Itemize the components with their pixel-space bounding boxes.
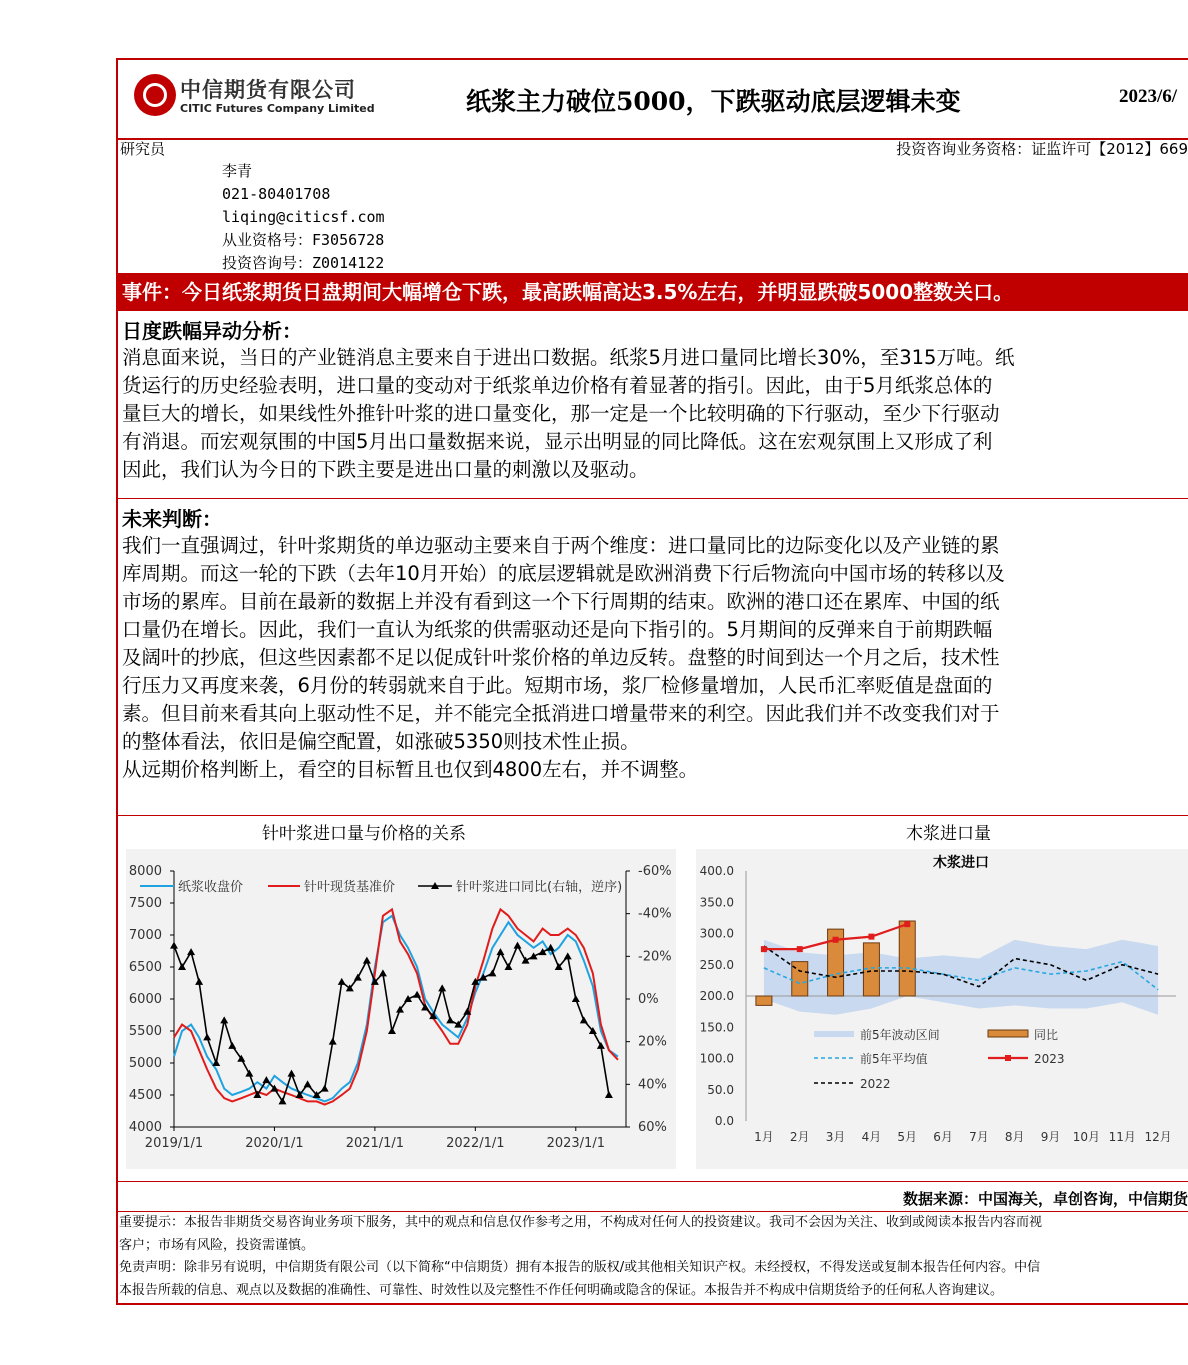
- x-tick-label: 4月: [861, 1130, 882, 1144]
- series-yoy-marker: [195, 978, 203, 985]
- analysis-line: 货运行的历史经验表明，进口量的变动对于纸浆单边价格有着显著的指引。因此，由于5月纸浆总体的: [122, 374, 993, 397]
- outlook-section: [116, 499, 1188, 816]
- outlook-line: 从远期价格判断上，看空的目标暂且也仅到4800左右，并不调整。: [122, 758, 699, 781]
- y2023-marker: [797, 946, 803, 952]
- x-tick-label: 6月: [933, 1130, 953, 1144]
- y2023-marker: [868, 934, 874, 940]
- analyst-email: liqing@citicsf.com: [222, 208, 385, 226]
- series-yoy-marker: [304, 1080, 312, 1087]
- y2-tick-label: -20%: [638, 949, 672, 965]
- series-yoy-marker: [488, 969, 496, 976]
- legend-band-swatch: [814, 1031, 854, 1037]
- y-tick-label: 0.0: [714, 1114, 734, 1128]
- series-yoy-marker: [338, 978, 346, 985]
- series-yoy-marker: [212, 1059, 220, 1066]
- y-tick-label: 5500: [128, 1024, 162, 1039]
- x-tick-label: 8月: [1004, 1130, 1025, 1144]
- outlook-heading: 未来判断：: [122, 507, 222, 531]
- legend-2022-label: 2022: [860, 1077, 891, 1091]
- x-tick-label: 11月: [1108, 1130, 1136, 1144]
- series-yoy-marker: [496, 948, 504, 955]
- y-tick-label: 400.0: [699, 864, 734, 878]
- y-tick-label: 7000: [128, 928, 162, 943]
- y-tick-label: 50.0: [707, 1082, 734, 1097]
- x-tick-label: 2月: [789, 1130, 810, 1144]
- x-tick-label: 2022/1/1: [446, 1136, 505, 1151]
- y-tick-label: 6000: [128, 992, 162, 1007]
- report-date: 2023/6/: [1119, 86, 1178, 107]
- y2-tick-label: 60%: [638, 1120, 667, 1135]
- outlook-line: 行压力又再度来袭，6月份的转弱就来自于此。短期市场，浆厂检修量增加，人民币汇率贬值是盘面的: [122, 674, 993, 697]
- disclaimer-line: 重要提示：本报告非期货交易咨询业务项下服务，其中的观点和信息仅作参考之用，不构成对任何人的投资建议。我司不会因为关注、收到或阅读本报告内容而视: [119, 1215, 1043, 1230]
- outlook-line: 素。但目前来看其向上驱动性不足，并不能完全抵消进口增量带来的利空。因此我们并不改变我们对于: [122, 702, 1000, 725]
- outlook-line: 我们一直强调过，针叶浆期货的单边驱动主要来自于两个维度：进口量同比的边际变化以及产业链的累: [122, 534, 1000, 557]
- y-tick-label: 5000: [128, 1056, 162, 1071]
- series-spot-line: [174, 909, 618, 1104]
- y-tick-label: 300.0: [699, 926, 734, 941]
- y-tick-label: 6500: [128, 960, 162, 975]
- series-yoy-marker: [539, 948, 547, 955]
- series-yoy-marker: [363, 957, 371, 964]
- series-yoy-marker: [572, 995, 580, 1002]
- x-tick-label: 2020/1/1: [245, 1136, 304, 1151]
- legend-avg-label: 前5年平均值: [860, 1052, 928, 1066]
- y2-tick-label: 40%: [638, 1077, 667, 1093]
- series-yoy-marker: [228, 1042, 236, 1049]
- analyst-advisory: 投资咨询号：Z0014122: [222, 254, 385, 272]
- y2-tick-label: 0%: [638, 992, 659, 1007]
- x-tick-label: 2021/1/1: [345, 1136, 405, 1151]
- yoy-bar: [899, 921, 915, 996]
- analysis-heading: 日度跌幅异动分析：: [122, 319, 302, 343]
- disclaimer: [116, 1211, 1188, 1302]
- yoy-bar: [756, 996, 772, 1005]
- series-yoy-marker: [580, 1016, 588, 1023]
- series-yoy-marker: [547, 944, 555, 951]
- disclaimer-line: 免责声明：除非另有说明，中信期货有限公司（以下简称“中信期货）拥有本报告的版权/或其他相关知识产权。未经授权，不得发送或复制本报告任何内容。中信: [119, 1260, 1041, 1275]
- y-tick-label: 250.0: [699, 957, 734, 972]
- report-header: [116, 60, 1188, 140]
- outlook-line: 口量仍在增长。因此，我们一直认为纸浆的供需驱动还是向下指引的。5月期间的反弹来自于前期跌幅: [122, 618, 993, 641]
- disclaimer-line: 客户；市场有风险，投资需谨慎。: [119, 1237, 315, 1253]
- x-tick-label: 1月: [754, 1130, 774, 1144]
- y2023-marker: [761, 946, 767, 952]
- citic-logo-icon: [134, 74, 176, 116]
- series-yoy-marker: [564, 952, 572, 959]
- series-yoy-line: [174, 946, 609, 1102]
- charts-area: [116, 815, 1188, 1181]
- series-yoy-marker: [605, 1091, 613, 1098]
- analysis-line: 消息面来说，当日的产业链消息主要来自于进出口数据。纸浆5月进口量同比增长30%，至315万吨。纸: [122, 346, 1015, 369]
- y2023-marker: [904, 921, 910, 927]
- x-tick-label: 3月: [825, 1130, 846, 1144]
- series-yoy-marker: [288, 1070, 296, 1077]
- outlook-line: 的整体看法，依旧是偏空配置，如涨破5350则技术性止损。: [122, 730, 640, 753]
- outlook-line: 库周期。而这一轮的下跌（去年10月开始）的底层逻辑就是欧洲消费下行后物流向中国市场的转移以及: [122, 562, 1005, 585]
- company-name-cn: 中信期货有限公司: [180, 78, 356, 102]
- x-tick-label: 10月: [1072, 1130, 1101, 1144]
- series-yoy-marker: [329, 1038, 337, 1045]
- y-tick-label: 4500: [128, 1088, 162, 1103]
- series-yoy-marker: [262, 1076, 270, 1083]
- legend-2023-label: 2023: [1034, 1052, 1065, 1066]
- x-tick-label: 9月: [1040, 1130, 1061, 1144]
- analysis-line: 有消退。而宏观氛围的中国5月出口量数据来说，显示出明显的同比降低。这在宏观氛围上又形成了利: [122, 430, 993, 453]
- event-banner: 事件：今日纸浆期货日盘期间大幅增仓下跌，最高跌幅高达3.5%左右，并明显跌破5000整数关口。: [116, 273, 1188, 311]
- data-source: [116, 1181, 1188, 1212]
- series-close-line: [174, 916, 618, 1102]
- y2-tick-label: -40%: [638, 906, 672, 922]
- left-chart-panel: [126, 849, 676, 1169]
- left-chart-svg: [126, 849, 676, 1169]
- y-tick-label: 4000: [128, 1120, 162, 1135]
- analysis-section: [116, 313, 1188, 499]
- y-tick-label: 100.0: [699, 1051, 734, 1066]
- y-tick-label: 200.0: [699, 989, 734, 1003]
- series-yoy-marker: [597, 1042, 605, 1049]
- analyst-info: [222, 160, 385, 275]
- legend-2023-marker: [1005, 1055, 1011, 1061]
- x-tick-label: 2023/1/1: [546, 1136, 605, 1151]
- analysis-line: 量巨大的增长，如果线性外推针叶浆的进口量变化，那一定是一个比较明确的下行驱动，至少下行驱动: [122, 402, 1000, 425]
- series-yoy-marker: [170, 942, 178, 949]
- series-yoy-marker: [245, 1070, 253, 1077]
- series-yoy-marker: [413, 991, 421, 998]
- legend-bar-swatch: [988, 1030, 1028, 1037]
- series-yoy-marker: [203, 1033, 211, 1040]
- x-tick-label: 5月: [897, 1130, 918, 1144]
- report-title: 纸浆主力破位5000，下跌驱动底层逻辑未变: [466, 87, 961, 116]
- x-tick-label: 2019/1/1: [144, 1136, 204, 1151]
- series-yoy-marker: [220, 1016, 228, 1023]
- series-yoy-marker: [514, 942, 522, 949]
- inner-chart-title: 木浆进口: [933, 855, 989, 871]
- y-tick-label: 350.0: [699, 895, 734, 910]
- series-yoy-marker: [388, 1027, 396, 1034]
- analyst-phone: 021-80401708: [222, 185, 331, 203]
- series-yoy-marker: [379, 969, 387, 976]
- legend-spot-label: 针叶现货基准价: [304, 880, 396, 895]
- series-yoy-marker: [278, 1097, 286, 1104]
- x-tick-label: 12月: [1144, 1130, 1172, 1144]
- y-tick-label: 8000: [128, 864, 162, 879]
- series-yoy-marker: [178, 963, 186, 970]
- right-chart-title: 木浆进口量: [906, 824, 991, 844]
- series-yoy-marker: [354, 974, 362, 981]
- legend-close-label: 纸浆收盘价: [178, 880, 244, 895]
- y2-tick-label: 20%: [638, 1034, 667, 1050]
- right-chart-panel: [696, 849, 1188, 1169]
- outlook-line: 及阔叶的抄底，但这些因素都不足以促成针叶浆价格的单边反转。盘整的时间到达一个月之后，技术性: [122, 646, 1000, 669]
- left-chart-title: 针叶浆进口量与价格的关系: [262, 824, 466, 844]
- y-tick-label: 7500: [128, 896, 162, 911]
- legend-bar-label: 同比: [1034, 1028, 1059, 1042]
- company-name-en: CITIC Futures Company Limited: [180, 102, 375, 115]
- x-tick-label: 7月: [969, 1130, 989, 1144]
- series-yoy-marker: [187, 948, 195, 955]
- right-chart-svg: [696, 849, 1188, 1169]
- analyst-name: 李青: [222, 162, 253, 180]
- y2023-marker: [833, 937, 839, 943]
- series-yoy-marker: [522, 957, 530, 964]
- analysis-line: 因此，我们认为今日的下跌主要是进出口量的刺激以及驱动。: [122, 458, 649, 481]
- legend-band-label: 前5年波动区间: [860, 1028, 940, 1042]
- series-yoy-marker: [438, 984, 446, 991]
- series-yoy-marker: [504, 963, 512, 970]
- series-yoy-marker: [321, 1085, 329, 1092]
- y2-tick-label: -60%: [638, 864, 672, 879]
- disclaimer-line: 本报告所载的信息、观点以及数据的准确性、可靠性、时效性以及完整性不作任何明确或隐含的保证。本报告并不构成中信期货给予的任何私人咨询建议。: [119, 1282, 1004, 1298]
- data-source-text: 数据来源：中国海关，卓创咨询，中信期货: [902, 1190, 1188, 1208]
- researcher-label: 研究员: [120, 140, 166, 158]
- y-tick-label: 150.0: [699, 1020, 734, 1035]
- legend-yoy-label: 针叶浆进口同比(右轴，逆序): [456, 880, 623, 895]
- outlook-line: 市场的累库。目前在最新的数据上并没有看到这一个下行周期的结束。欧洲的港口还在累库、中国的纸: [122, 590, 1000, 613]
- license-info: 投资咨询业务资格：证监许可【2012】669: [896, 140, 1188, 158]
- series-yoy-marker: [446, 1016, 454, 1023]
- analyst-cert: 从业资格号：F3056728: [222, 231, 385, 249]
